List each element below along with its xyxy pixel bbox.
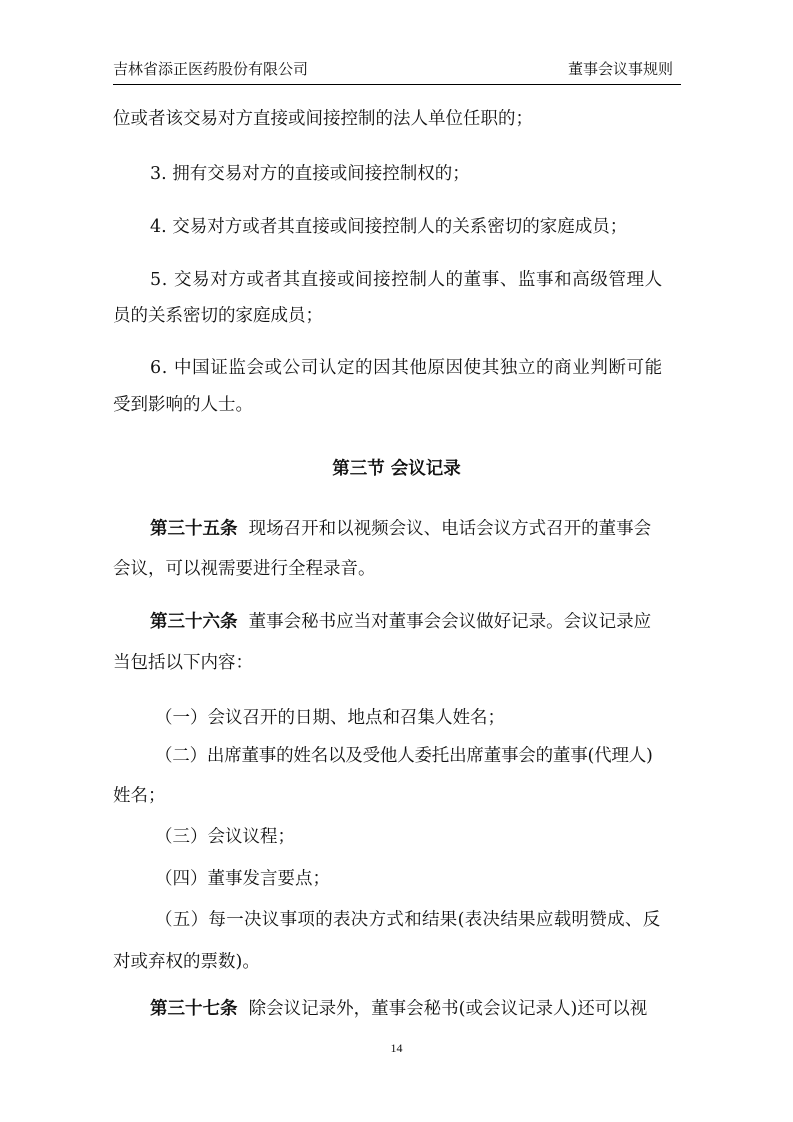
body-line: 受到影响的人士。 xyxy=(113,395,253,415)
body-line: 对或弃权的票数)。 xyxy=(113,952,260,972)
list-item: 4. 交易对方或者其直接或间接控制人的关系密切的家庭成员； xyxy=(150,217,628,237)
article-text: 除会议记录外，董事会秘书(或会议记录人)还可以视 xyxy=(248,999,648,1019)
article-36 xyxy=(150,608,793,633)
list-item: （四）董事发言要点； xyxy=(155,869,330,889)
body-line: 当包括以下内容： xyxy=(113,653,253,673)
header-divider xyxy=(113,84,681,85)
list-item: （五）每一决议事项的表决方式和结果(表决结果应载明赞成、反 xyxy=(155,910,661,930)
article-label: 第三十六条 xyxy=(150,612,238,632)
body-line: 员的关系密切的家庭成员； xyxy=(113,306,323,326)
list-item: （三）会议议程； xyxy=(155,827,295,847)
article-text: 现场召开和以视频会议、电话会议方式召开的董事会 xyxy=(248,519,652,539)
article-label: 第三十五条 xyxy=(150,519,238,539)
article-label: 第三十七条 xyxy=(150,999,238,1019)
section-title: 第三节 会议记录 xyxy=(332,459,461,479)
body-line: 会议，可以视需要进行全程录音。 xyxy=(113,559,376,579)
list-item: （一）会议召开的日期、地点和召集人姓名； xyxy=(155,708,505,728)
header-document-title: 董事会议事规则 xyxy=(567,60,673,78)
page-number: 14 xyxy=(390,1041,403,1055)
list-item: （二）出席董事的姓名以及受他人委托出席董事会的董事(代理人) xyxy=(155,746,653,766)
list-item: 6. 中国证监会或公司认定的因其他原因使其独立的商业判断可能 xyxy=(150,358,663,378)
article-37 xyxy=(150,995,793,1020)
list-item: 3. 拥有交易对方的直接或间接控制权的； xyxy=(150,164,470,184)
body-line: 位或者该交易对方直接或间接控制的法人单位任职的； xyxy=(113,109,533,129)
article-text: 董事会秘书应当对董事会会议做好记录。会议记录应 xyxy=(248,612,652,632)
header-company-name: 吉林省添正医药股份有限公司 xyxy=(113,60,309,78)
list-item: 5. 交易对方或者其直接或间接控制人的董事、监事和高级管理人 xyxy=(150,270,663,290)
page-header xyxy=(113,56,681,82)
article-35 xyxy=(150,515,793,540)
body-line: 姓名； xyxy=(113,786,166,806)
